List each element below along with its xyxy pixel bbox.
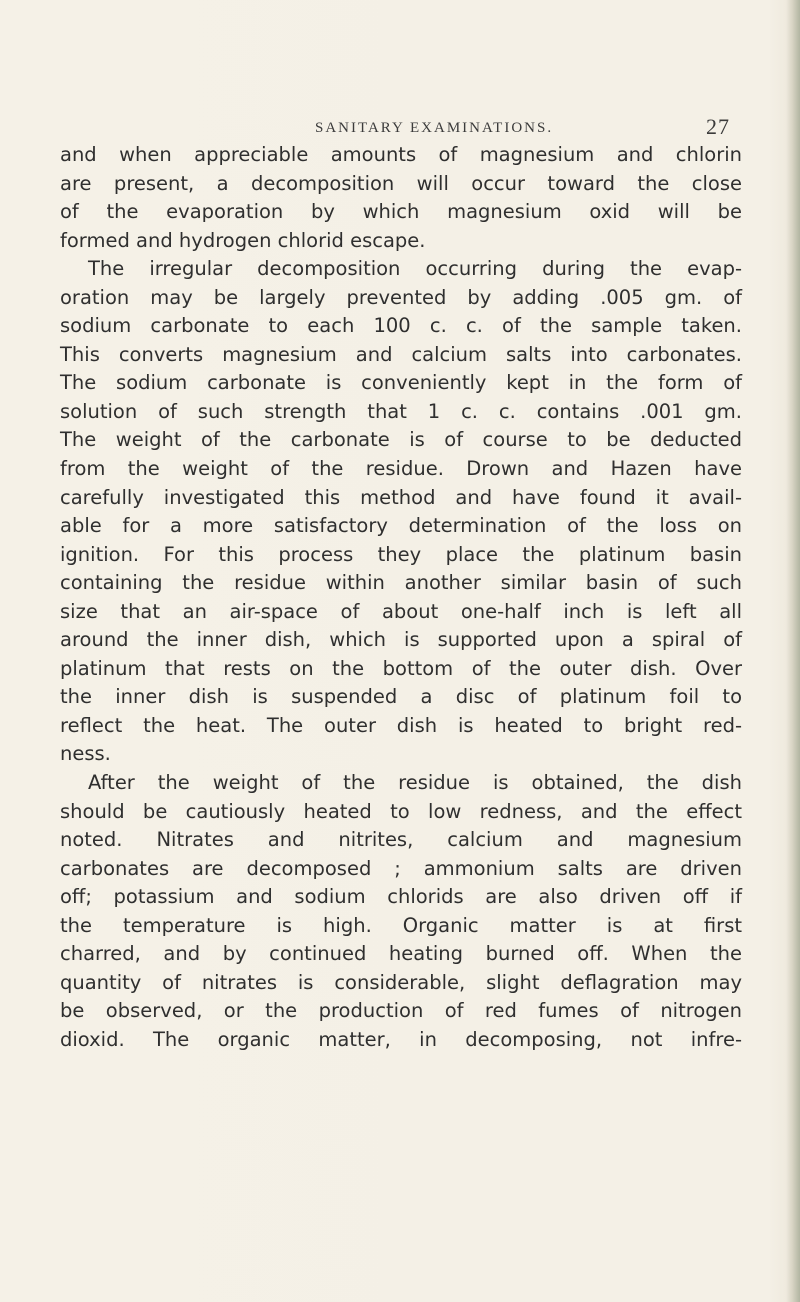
- text-line: the inner dish is suspended a disc of platinum foil to: [60, 685, 742, 709]
- text-line: After the weight of the residue is obtained, the dish: [88, 771, 742, 795]
- text-line: carefully investigated this method and have found it avail-: [60, 485, 742, 509]
- text-line: from the weight of the residue. Drown and Hazen have: [60, 457, 742, 481]
- body-text: [60, 141, 742, 1055]
- text-line: carbonates are decomposed ; ammonium salts are driven: [60, 856, 742, 880]
- text-line: should be cautiously heated to low redness, and the effect: [60, 799, 742, 823]
- text-line: The weight of the carbonate is of course to be deducted: [60, 428, 742, 452]
- text-line: containing the residue within another similar basin of such: [60, 571, 742, 595]
- text-line: size that an air-space of about one-half inch is left all: [60, 599, 742, 623]
- page-edge-shadow: [786, 0, 800, 1302]
- text-line: platinum that rests on the bottom of the outer dish. Over: [60, 656, 742, 680]
- text-line: charred, and by continued heating burned off. When the: [60, 942, 742, 966]
- text-line: the temperature is high. Organic matter is at first: [60, 913, 742, 937]
- text-line: are present, a decomposition will occur toward the close: [60, 171, 742, 195]
- text-line: dioxid. The organic matter, in decomposing, not infre-: [60, 1027, 742, 1051]
- text-line: oration may be largely prevented by adding .005 gm. of: [60, 285, 742, 309]
- page-number: 27: [706, 114, 730, 139]
- running-head: SANITARY EXAMINATIONS.: [315, 120, 554, 136]
- text-line: be observed, or the production of red fumes of nitrogen: [60, 999, 742, 1023]
- text-line: noted. Nitrates and nitrites, calcium and magnesium: [60, 828, 742, 852]
- text-line: ness.: [60, 742, 111, 766]
- text-line: able for a more satisfactory determination of the loss on: [60, 514, 742, 538]
- page-header: [60, 114, 740, 144]
- text-line: sodium carbonate to each 100 c. c. of the sample taken.: [60, 314, 742, 338]
- text-line: The sodium carbonate is conveniently kept in the form of: [60, 371, 742, 395]
- text-line: and when appreciable amounts of magnesium and chlorin: [60, 143, 742, 166]
- text-line: off; potassium and sodium chlorids are also driven off if: [60, 885, 742, 909]
- text-line: This converts magnesium and calcium salts into carbonates.: [60, 342, 742, 366]
- text-line: reflect the heat. The outer dish is heated to bright red-: [60, 713, 742, 737]
- text-line: around the inner dish, which is supported upon a spiral of: [60, 628, 742, 652]
- text-line: formed and hydrogen chlorid escape.: [60, 228, 426, 252]
- text-line: of the evaporation by which magnesium oxid will be: [60, 200, 742, 224]
- text-line: solution of such strength that 1 c. c. contains .001 gm.: [60, 399, 742, 423]
- text-line: ignition. For this process they place the platinum basin: [60, 542, 742, 566]
- text-line: quantity of nitrates is considerable, slight deflagration may: [60, 970, 742, 994]
- text-line: The irregular decomposition occurring during the evap-: [88, 257, 742, 281]
